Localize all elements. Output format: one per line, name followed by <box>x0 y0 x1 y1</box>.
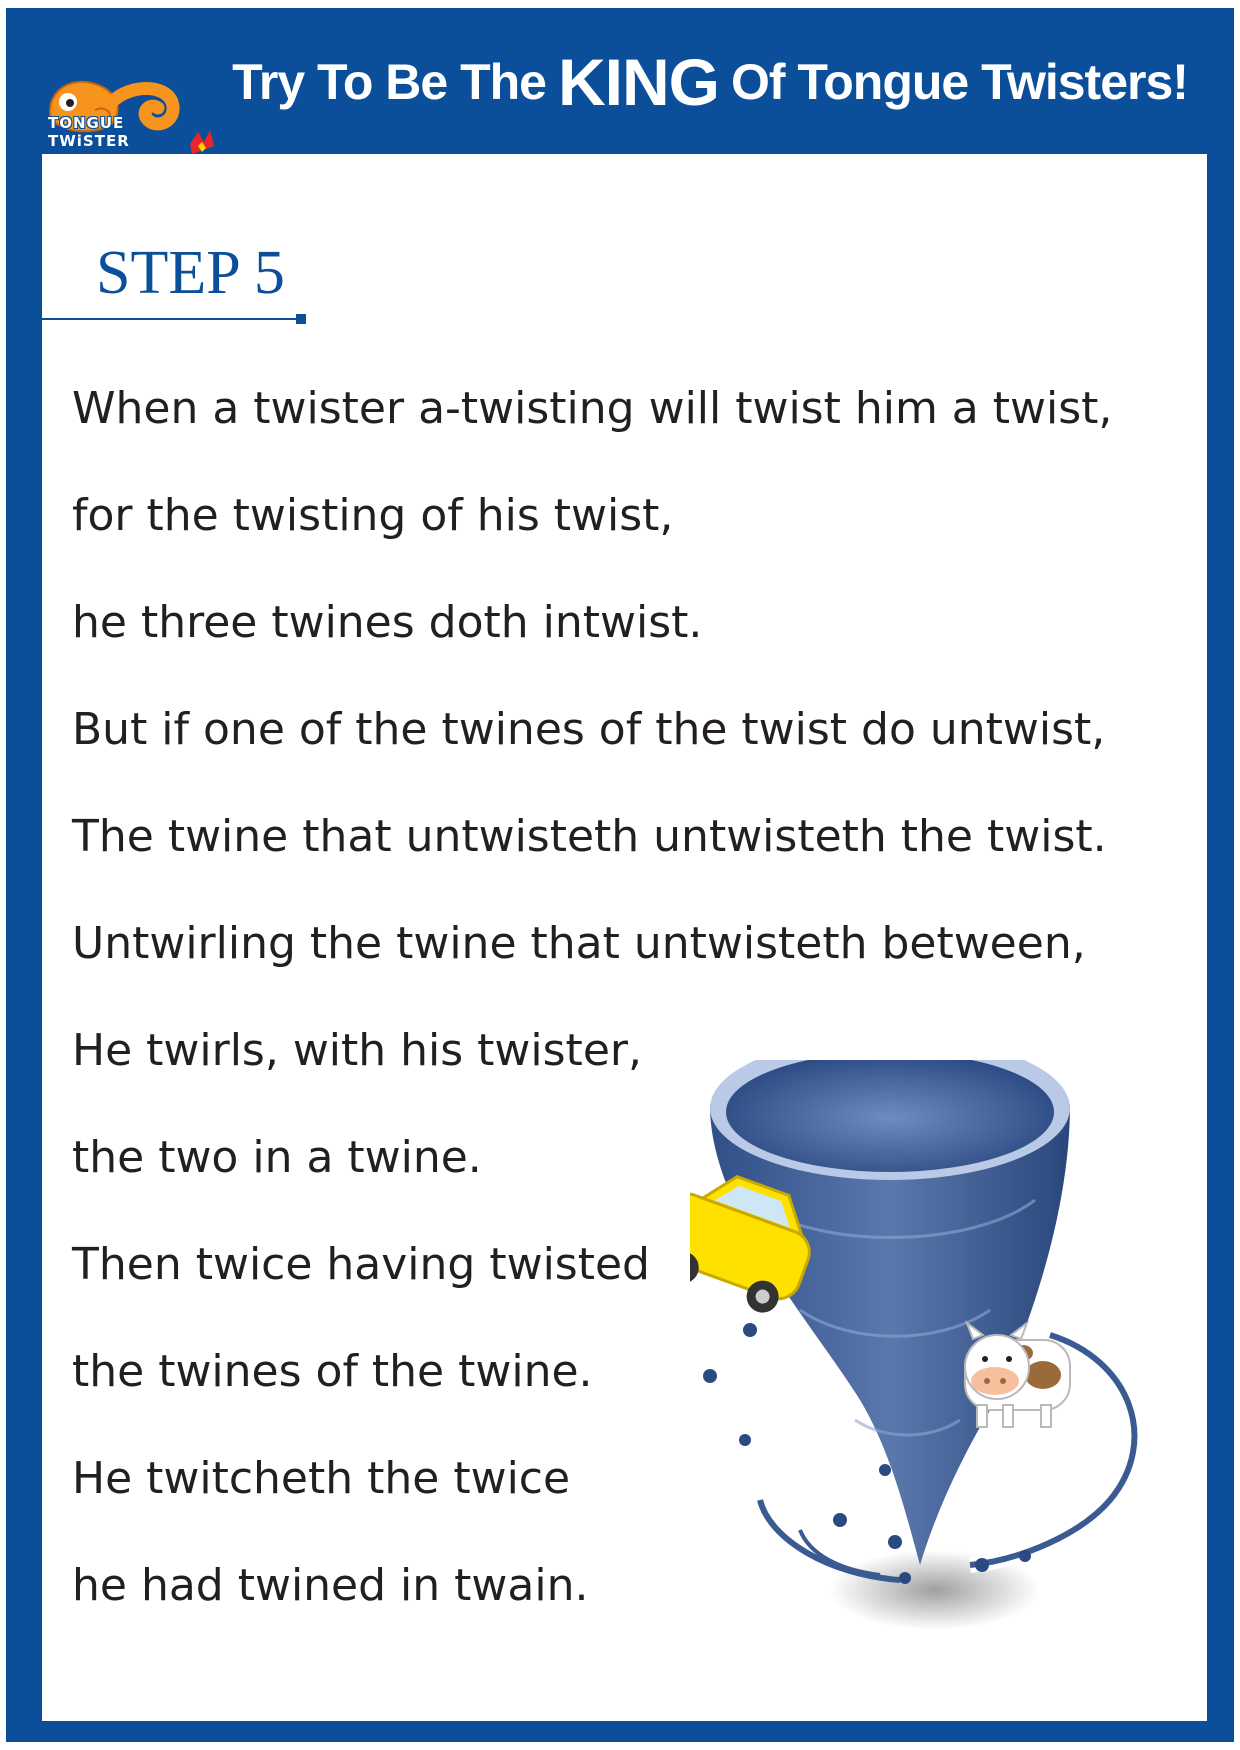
poem-line: He twirls, with his twister, <box>72 1025 642 1076</box>
poem-line: the two in a twine. <box>72 1132 482 1183</box>
tornado-icon <box>690 1060 1210 1640</box>
poem-line: Untwirling the twine that untwisteth between, <box>72 918 1086 969</box>
title-prefix: Try To Be The <box>232 54 546 110</box>
poem-line: But if one of the twines of the twist do untwist, <box>72 704 1106 755</box>
poem-line: The twine that untwisteth untwisteth the twist. <box>72 811 1107 862</box>
step-heading: STEP 5 <box>96 239 285 307</box>
poem-line: When a twister a-twisting will twist him a twist, <box>72 383 1113 434</box>
poem-line: the twines of the twine. <box>72 1346 593 1397</box>
step-underline <box>38 318 300 320</box>
logo-text-line1: TONGUE <box>48 114 125 132</box>
poem-line: Then twice having twisted <box>72 1239 650 1290</box>
poem-line: he had twined in twain. <box>72 1560 589 1611</box>
tongue-twister-logo <box>40 62 220 182</box>
logo-text-line2: TWiSTER <box>48 132 130 150</box>
step-underline-marker <box>296 314 306 324</box>
poem-line: He twitcheth the twice <box>72 1453 571 1504</box>
title-emphasis: KING <box>557 45 719 119</box>
page-title <box>200 32 1220 132</box>
poem-line: for the twisting of his twist, <box>72 490 674 541</box>
tornado-illustration <box>690 1060 1210 1640</box>
poem-line: he three twines doth intwist. <box>72 597 703 648</box>
title-suffix: Of Tongue Twisters! <box>730 54 1188 110</box>
